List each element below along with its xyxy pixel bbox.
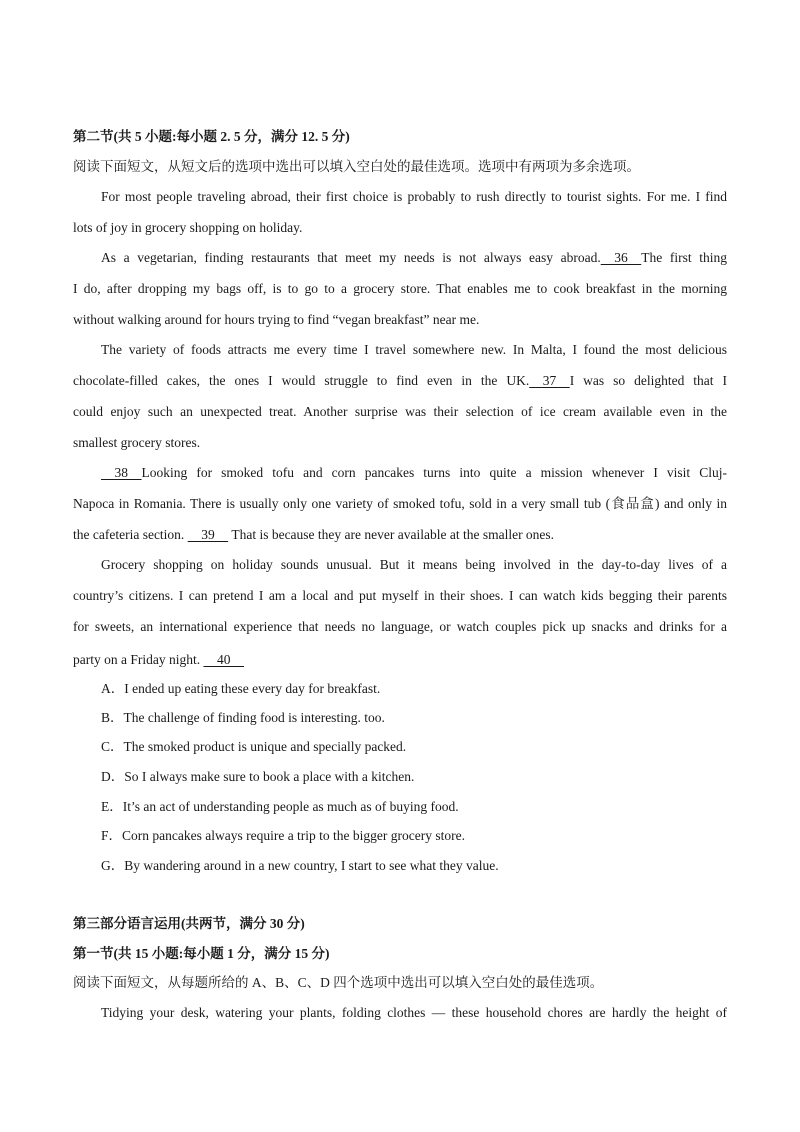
section2-instruction: 阅读下面短文，从短文后的选项中选出可以填入空白处的最佳选项。选项中有两项为多余选项。 (73, 159, 640, 174)
passage-text: the cafeteria section. (73, 527, 185, 542)
option-d: D．So I always make sure to book a place with a kitchen. (101, 769, 415, 784)
passage-line: For most people traveling abroad, their first choice is probably to rush directly to tourist sights. For me. I find (101, 189, 727, 204)
passage-text: That is because they are never available at the smaller ones. (231, 527, 555, 542)
section3-heading: 第一节(共 15 小题:每小题 1 分，满分 15 分) (73, 946, 330, 961)
passage-line: smallest grocery stores. (73, 435, 201, 450)
passage-line: could enjoy such an unexpected treat. Another surprise was their selection of ice cream available even in the (73, 404, 727, 419)
passage-line: without walking around for hours trying to find “vegan breakfast” near me. (73, 312, 480, 327)
passage-text: As a vegetarian, finding restaurants that meet my needs is not always easy abroad. (101, 250, 601, 265)
blank-36: 36 (600, 250, 642, 265)
passage-line: for sweets, an international experience that needs no language, or watch couples pick up snacks and drinks for a (73, 619, 727, 634)
option-e: E．It’s an act of understanding people as much as of buying food. (101, 799, 459, 814)
passage-text: The first thing (641, 250, 727, 265)
section3-instruction: 阅读下面短文，从每题所给的 A、B、C、D 四个选项中选出可以填入空白处的最佳选项。 (73, 975, 604, 990)
section3-part-heading: 第三部分语言运用(共两节，满分 30 分) (73, 916, 305, 931)
passage-line: lots of joy in grocery shopping on holiday. (73, 220, 303, 235)
passage-line-with-blank (73, 525, 727, 545)
passage-line: Tidying your desk, watering your plants, folding clothes — these household chores are hardly the height of (101, 1005, 727, 1020)
blank-38: 38 (101, 465, 142, 480)
passage-text: Looking for smoked tofu and corn pancakes turns into quite a mission whenever I visit Cluj- (141, 465, 727, 480)
passage-line: Napoca in Romania. There is usually only one variety of smoked tofu, sold in a very small tub (食品盒) and only in (73, 496, 727, 511)
passage-text: party on a Friday night. (73, 652, 201, 667)
option-b: B．The challenge of finding food is interesting. too. (101, 710, 385, 725)
passage-line-with-blank (73, 650, 727, 670)
option-c: C．The smoked product is unique and specially packed. (101, 739, 407, 754)
passage-line-with-blank (101, 463, 727, 483)
blank-39: 39 (187, 527, 229, 542)
passage-line: country’s citizens. I can pretend I am a local and put myself in their shoes. I can watch kids begging their parents (73, 588, 727, 603)
option-g: G．By wandering around in a new country, I start to see what they value. (101, 858, 499, 873)
option-a: A．I ended up eating these every day for breakfast. (101, 681, 381, 696)
passage-line: Grocery shopping on holiday sounds unusual. But it means being involved in the day-to-day lives of a (101, 557, 727, 572)
blank-40: 40 (203, 652, 244, 667)
option-f: F．Corn pancakes always require a trip to the bigger grocery store. (101, 828, 466, 843)
passage-text: chocolate-filled cakes, the ones I would struggle to find even in the UK. (73, 373, 530, 388)
passage-text: I was so delighted that I (569, 373, 727, 388)
blank-37: 37 (529, 373, 570, 388)
section2-heading: 第二节(共 5 小题:每小题 2. 5 分，满分 12. 5 分) (73, 129, 350, 144)
passage-line: The variety of foods attracts me every time I travel somewhere new. In Malta, I found the most delicious (101, 342, 727, 357)
passage-line-with-blank (101, 248, 727, 268)
passage-line-with-blank (73, 371, 727, 391)
passage-line: I do, after dropping my bags off, is to go to a grocery store. That enables me to cook breakfast in the morning (73, 281, 727, 296)
